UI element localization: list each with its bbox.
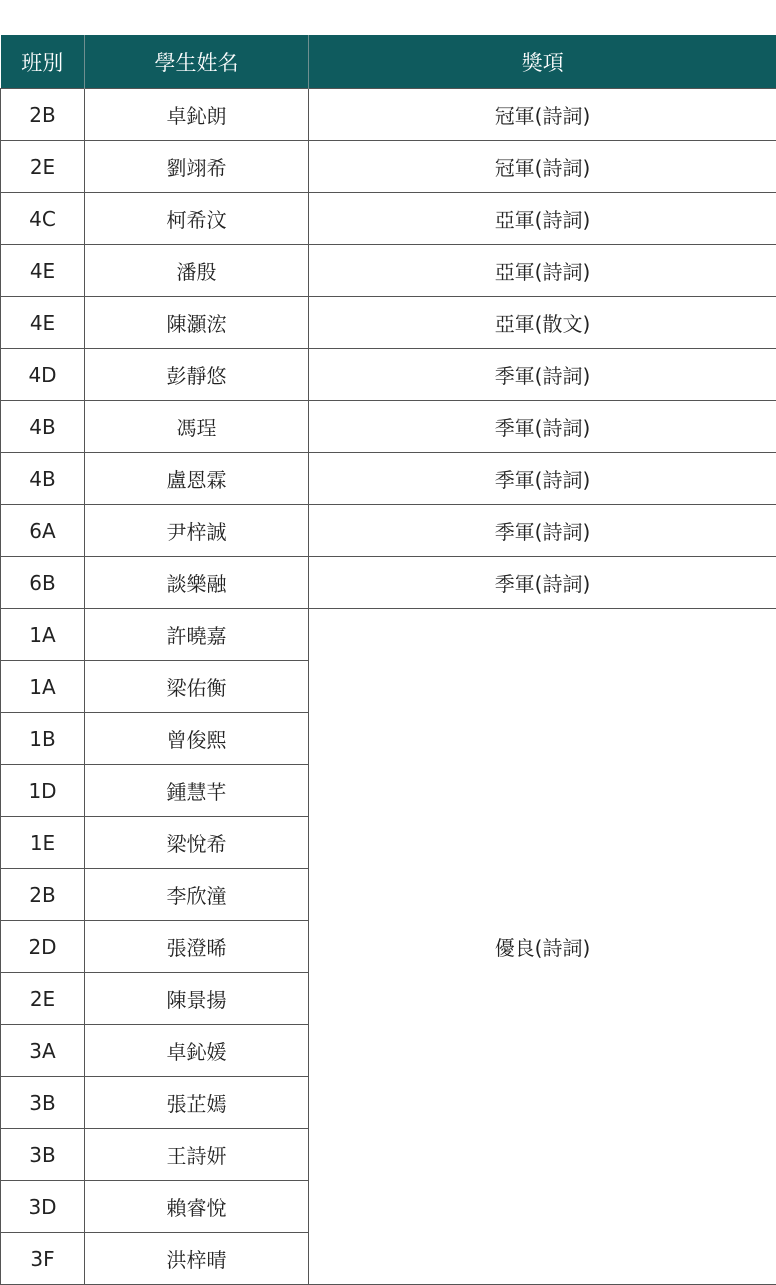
student-name-cell: 卓鈊媛: [85, 1025, 309, 1077]
class-cell: 3D: [1, 1181, 85, 1233]
class-cell: 2B: [1, 869, 85, 921]
table-header-row: [1, 35, 776, 89]
student-name-cell: 陳灝浤: [85, 297, 309, 349]
table-row: [1, 349, 776, 401]
student-name-cell: 馮珵: [85, 401, 309, 453]
class-cell: 3B: [1, 1129, 85, 1181]
student-name-cell: 盧恩霖: [85, 453, 309, 505]
award-cell: 冠軍(詩詞): [309, 141, 776, 193]
class-cell: 3B: [1, 1077, 85, 1129]
student-name-cell: 談樂融: [85, 557, 309, 609]
class-cell: 3F: [1, 1233, 85, 1285]
class-cell: 3A: [1, 1025, 85, 1077]
awards-table: [0, 35, 776, 1285]
class-cell: 1D: [1, 765, 85, 817]
award-cell: 冠軍(詩詞): [309, 89, 776, 141]
student-name-cell: 鍾慧芊: [85, 765, 309, 817]
merged-award-cell: 優良(詩詞): [309, 609, 776, 1285]
table-body: [1, 89, 776, 1285]
student-name-cell: 賴睿悅: [85, 1181, 309, 1233]
class-cell: 4E: [1, 245, 85, 297]
table-row: [1, 505, 776, 557]
student-name-cell: 張芷嫣: [85, 1077, 309, 1129]
student-name-cell: 卓鈊朗: [85, 89, 309, 141]
class-cell: 6A: [1, 505, 85, 557]
class-cell: 6B: [1, 557, 85, 609]
table-row: [1, 245, 776, 297]
student-name-cell: 梁佑衡: [85, 661, 309, 713]
header-award: 獎項: [309, 35, 776, 89]
header-student-name: 學生姓名: [85, 35, 309, 89]
student-name-cell: 柯希汶: [85, 193, 309, 245]
award-cell: 亞軍(詩詞): [309, 193, 776, 245]
student-name-cell: 李欣潼: [85, 869, 309, 921]
awards-table-container: [0, 35, 776, 1285]
student-name-cell: 劉翊希: [85, 141, 309, 193]
class-cell: 2B: [1, 89, 85, 141]
class-cell: 4C: [1, 193, 85, 245]
student-name-cell: 曾俊熙: [85, 713, 309, 765]
student-name-cell: 潘殷: [85, 245, 309, 297]
table-row: [1, 141, 776, 193]
class-cell: 1A: [1, 661, 85, 713]
student-name-cell: 張澄晞: [85, 921, 309, 973]
class-cell: 1E: [1, 817, 85, 869]
student-name-cell: 彭靜悠: [85, 349, 309, 401]
student-name-cell: 陳景揚: [85, 973, 309, 1025]
award-cell: 季軍(詩詞): [309, 349, 776, 401]
class-cell: 4B: [1, 453, 85, 505]
student-name-cell: 許曉嘉: [85, 609, 309, 661]
table-row: [1, 609, 776, 661]
award-cell: 季軍(詩詞): [309, 557, 776, 609]
class-cell: 2E: [1, 141, 85, 193]
student-name-cell: 洪梓晴: [85, 1233, 309, 1285]
class-cell: 1A: [1, 609, 85, 661]
class-cell: 4D: [1, 349, 85, 401]
class-cell: 4B: [1, 401, 85, 453]
class-cell: 2D: [1, 921, 85, 973]
award-cell: 亞軍(詩詞): [309, 245, 776, 297]
class-cell: 1B: [1, 713, 85, 765]
table-row: [1, 453, 776, 505]
class-cell: 4E: [1, 297, 85, 349]
class-cell: 2E: [1, 973, 85, 1025]
table-row: [1, 401, 776, 453]
award-cell: 季軍(詩詞): [309, 505, 776, 557]
table-row: [1, 89, 776, 141]
student-name-cell: 王詩妍: [85, 1129, 309, 1181]
award-cell: 季軍(詩詞): [309, 453, 776, 505]
table-row: [1, 193, 776, 245]
award-cell: 季軍(詩詞): [309, 401, 776, 453]
table-row: [1, 557, 776, 609]
award-cell: 亞軍(散文): [309, 297, 776, 349]
header-class: 班別: [1, 35, 85, 89]
table-row: [1, 297, 776, 349]
student-name-cell: 尹梓誠: [85, 505, 309, 557]
student-name-cell: 梁悅希: [85, 817, 309, 869]
